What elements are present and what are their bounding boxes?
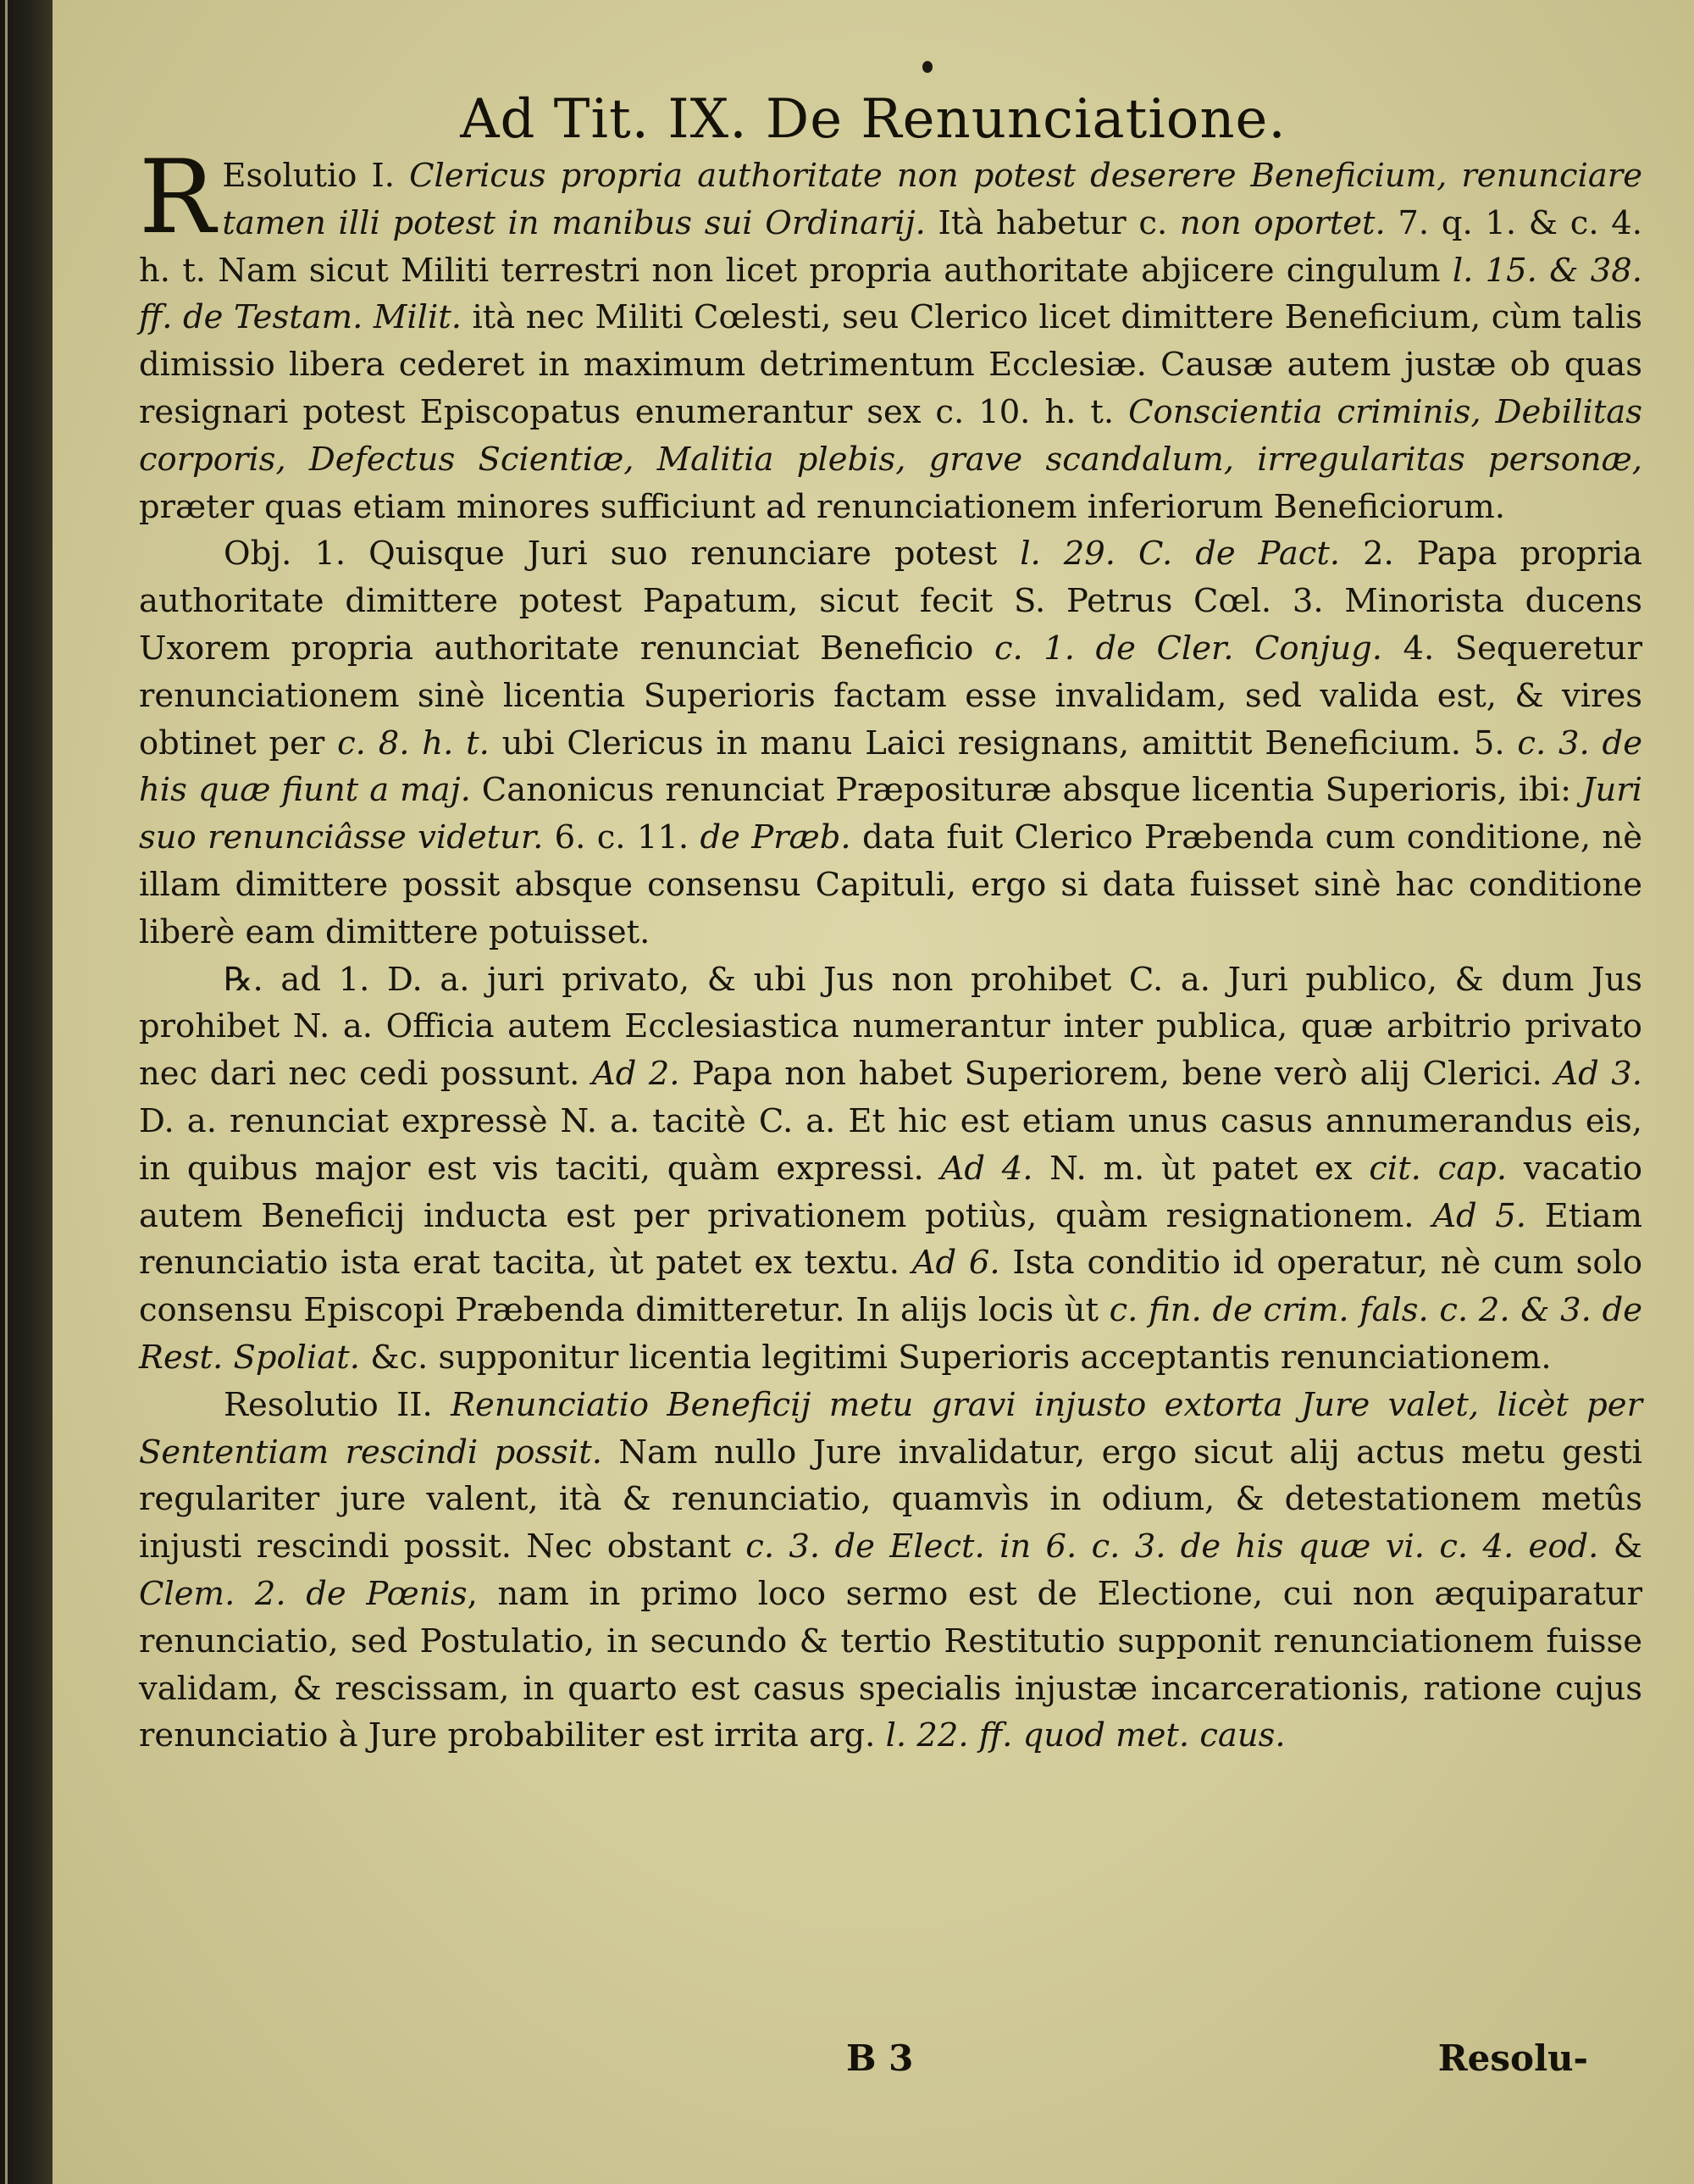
paragraph-resolutio-1: R Esolutio I. Clericus propria authoritate non potest deserere Beneficium, renunciare tamen illi potest in manibus sui Ordinarij. Ità habetur c. non oportet. 7. q. 1. & c. 4. h. t. Nam sicut Militi terrestri non licet propria authoritate abjicere cingulum l. 15. & 38. ff. de Testam. Milit. ità nec Militi Cœlesti, seu Clerico licet dimittere Beneficium, cùm talis dimissio libera cederet in maximum detrimentum Ecclesiæ. Causæ autem justæ ob quas resignari potest Episcopatus enumerantur sex c. 10. h. t. Conscientia criminis, Debilitas corporis, Defectus Scientiæ, Malitia plebis, grave scandalum, irregularitas personæ, præter quas etiam minores sufficiunt ad renunciationem inferiorum Beneficiorum. [139, 139, 1642, 526]
page-title: Ad Tit. IX. De Renunciatione. [460, 88, 1287, 151]
binding-edge [5, 0, 8, 2184]
ink-mark [922, 61, 933, 73]
drop-cap: R [139, 139, 216, 257]
catchword: Resolu- [1437, 2037, 1588, 2079]
book-page [53, 0, 1694, 2184]
paragraph-resolutio-2: Resolutio II. Renunciatio Beneficij metu gravi injusto extorta Jure valet, licèt per Sententiam rescindi possit. Nam nullo Jure invalidatur, ergo sicut alij actus metu gesti regulariter jure valent, ità & renunciatio, quamvìs in odium, & detestationem metûs injusti rescindi possit. Nec obstant c. 3. de Elect. in 6. c. 3. de his quæ vi. c. 4. eod. & Clem. 2. de Pœnis, nam in primo loco sermo est de Electione, cui non æquiparatur renunciatio, sed Postulatio, in secundo & tertio Restitutio supponit renunciationem fuisse validam, & rescissam, in quarto est casus specialis injustæ incarcerationis, ratione cujus renunciatio à Jure probabiliter est irrita arg. l. 22. ff. quod met. caus. [139, 1385, 1643, 1755]
paragraph-objections: Obj. 1. Quisque Juri suo renunciare potest l. 29. C. de Pact. 2. Papa propria authoritate dimittere potest Papatum, sicut fecit S. Petrus Cœl. 3. Minorista ducens Uxorem propria authoritate renunciat Beneficio c. 1. de Cler. Conjug. 4. Sequeretur renunciationem sinè licentia Superioris factam esse invalidam, sed valida est, & vires obtinet per c. 8. h. t. ubi Clericus in manu Laici resignans, amittit Beneficium. 5. c. 3. de his quæ fiunt a maj. Canonicus renunciat Præposituræ absque licentia Superioris, ibi: Juri suo renunciâsse videtur. 6. c. 11. de Præb. data fuit Clerico Præbenda cum conditione, nè illam dimittere possit absque consensu Capituli, ergo si data fuisset sinè hac conditione liberè eam dimittere potuisset. [139, 535, 1643, 951]
book-gutter [0, 0, 53, 2184]
page-body [139, 139, 1643, 1760]
paragraph-responses: ℞. ad 1. D. a. juri privato, & ubi Jus non prohibet C. a. Juri publico, & dum Jus prohibet N. a. Officia autem Ecclesiastica numerantur inter publica, quæ arbitrio privato nec dari nec cedi possunt. Ad 2. Papa non habet Superiorem, bene verò alij Clerici. Ad 3. D. a. renunciat expressè N. a. tacitè C. a. Et hic est etiam unus casus annumerandus eis, in quibus major est vis taciti, quàm expressi. Ad 4. N. m. ùt patet ex cit. cap. vacatio autem Beneficij inducta est per privationem potiùs, quàm resignationem. Ad 5. Etiam renunciatio ista erat tacita, ùt patet ex textu. Ad 6. Ista conditio id operatur, nè cum solo consensu Episcopi Præbenda dimitteretur. In alijs locis ùt c. fin. de crim. fals. c. 2. & 3. de Rest. Spoliat. &c. supponitur licentia legitimi Superioris acceptantis renunciationem. [139, 960, 1643, 1377]
signature-mark: B 3 [846, 2037, 914, 2079]
